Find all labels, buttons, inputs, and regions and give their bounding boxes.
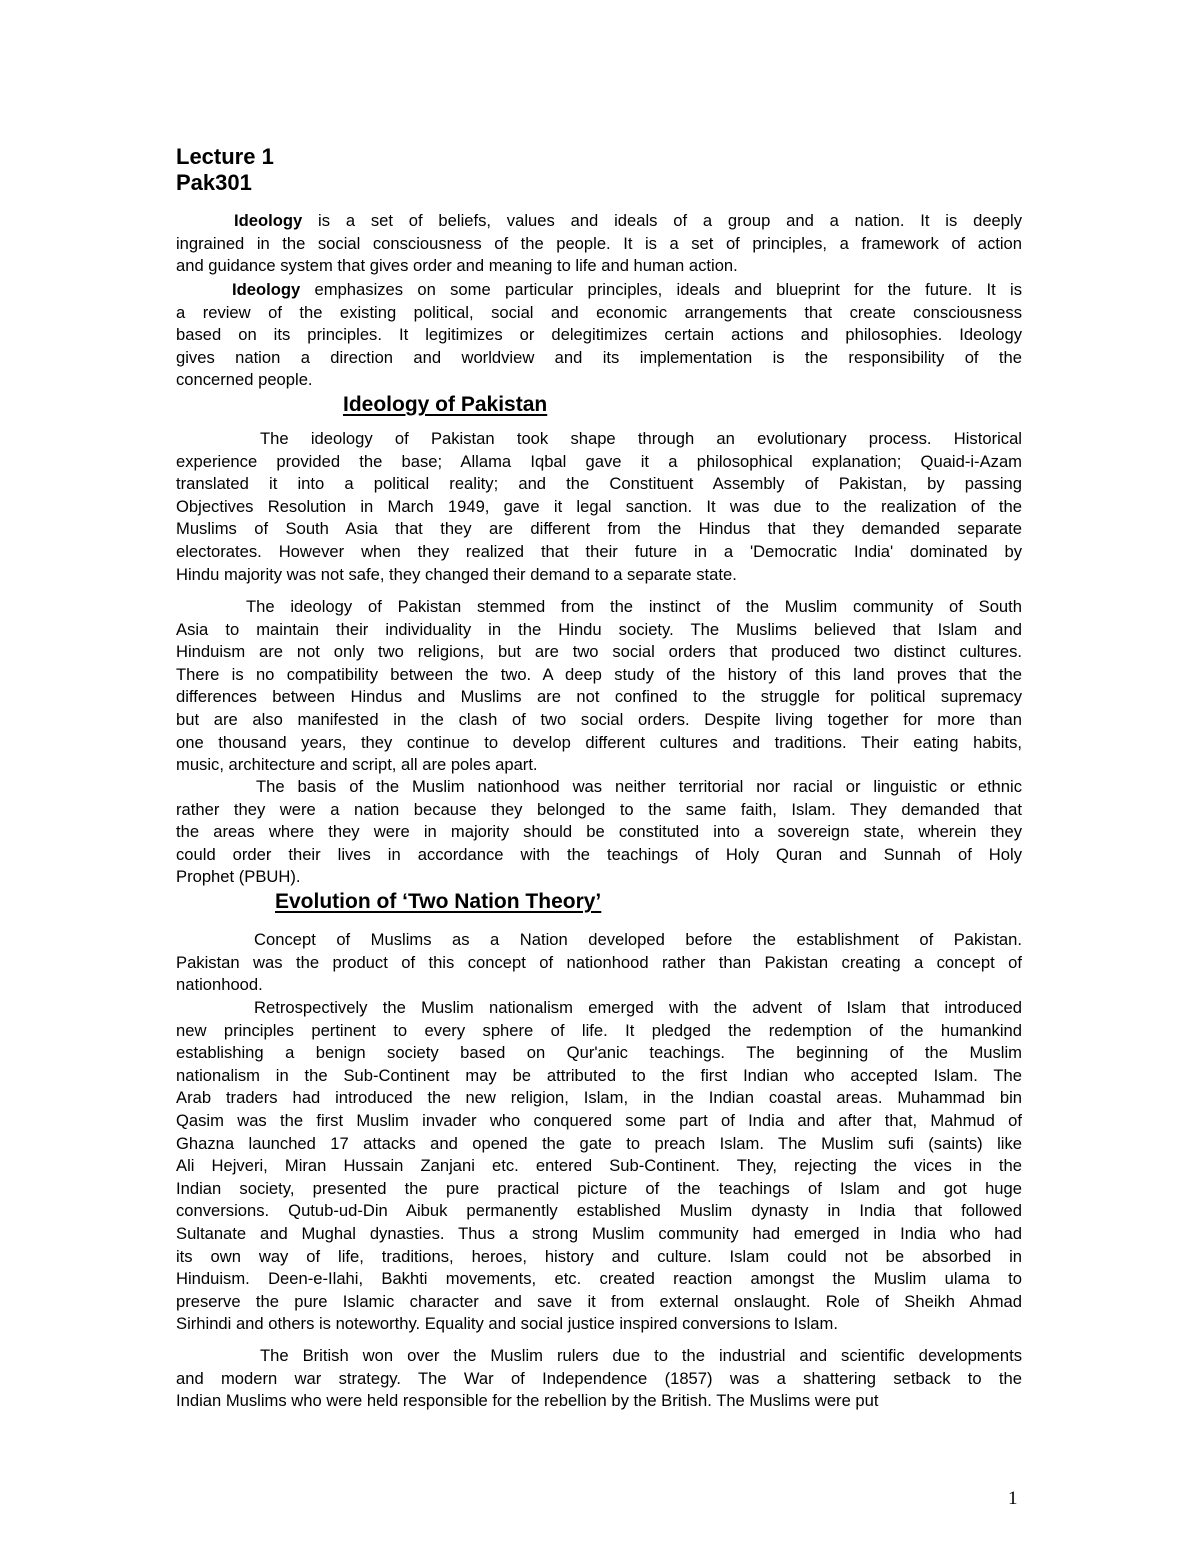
line-text: Sirhindi and others is noteworthy. Equality and social justice inspired conversions to Islam.: [176, 1314, 838, 1334]
text-line: [176, 1042, 1022, 1064]
line-text: music, architecture and script, all are poles apart.: [176, 755, 538, 775]
text-line: [176, 496, 1022, 518]
line-text: nationhood.: [176, 975, 263, 995]
line-text: Ali Hejveri, Miran Hussain Zanjani etc. entered Sub-Continent. They, rejecting the vices in the: [176, 1156, 1022, 1176]
line-text: based on its principles. It legitimizes or delegitimizes certain actions and philosophies. Ideology: [176, 325, 1022, 345]
line-text: Hinduism are not only two religions, but are two social orders that produced two distinct cultures.: [176, 642, 1022, 662]
text-line: [176, 1390, 1022, 1412]
text-line: [176, 369, 1022, 391]
text-line: [176, 1246, 1022, 1268]
line-text: one thousand years, they continue to develop different cultures and traditions. Their eating habits,: [176, 732, 1022, 752]
text-line: [176, 302, 1022, 324]
text-line: [176, 233, 1022, 255]
text-line: [254, 929, 1022, 951]
line-text: nationalism in the Sub-Continent may be attributed to the first Indian who accepted Islam. The: [176, 1065, 1022, 1085]
text-line: [176, 619, 1022, 641]
text-line: [176, 1110, 1022, 1132]
text-line: [176, 1155, 1022, 1177]
lecture-title: Lecture 1: [176, 144, 274, 169]
line-text: Asia to maintain their individuality in the Hindu society. The Muslims believed that Islam and: [176, 619, 1022, 639]
text-line: [176, 1065, 1022, 1087]
line-text: There is no compatibility between the two. A deep study of the history of this land proves that the: [176, 664, 1022, 684]
text-line: [176, 686, 1022, 708]
text-line: [176, 1368, 1022, 1390]
section-heading: Evolution of ‘Two Nation Theory’: [275, 890, 602, 913]
line-text: The ideology of Pakistan stemmed from the instinct of the Muslim community of South: [246, 597, 1022, 616]
text-line: [176, 564, 1022, 586]
text-line: [176, 821, 1022, 843]
line-text: new principles pertinent to every sphere of life. It pledged the redemption of the humankind: [176, 1020, 1022, 1040]
line-text: ingrained in the social consciousness of the people. It is a set of principles, a framework of action: [176, 233, 1022, 253]
text-line: [254, 997, 1022, 1019]
line-text: Muslims of South Asia that they are different from the Hindus that they demanded separate: [176, 519, 1022, 539]
line-text: The ideology of Pakistan took shape through an evolutionary process. Historical: [260, 429, 1022, 448]
text-line: [176, 324, 1022, 346]
line-text: and modern war strategy. The War of Independence (1857) was a shattering setback to the: [176, 1368, 1022, 1388]
line-text: is a set of beliefs, values and ideals of a group and a nation. It is deeply: [302, 211, 1022, 230]
course-code: Pak301: [176, 170, 252, 195]
line-text: The basis of the Muslim nationhood was neither territorial nor racial or linguistic or ethnic: [256, 777, 1022, 796]
text-line: [260, 1345, 1022, 1367]
line-text: its own way of life, traditions, heroes, history and culture. Islam could not be absorbed in: [176, 1246, 1022, 1266]
text-line: [176, 518, 1022, 540]
text-line: [176, 1268, 1022, 1290]
text-line: [176, 709, 1022, 731]
line-text: and guidance system that gives order and meaning to life and human action.: [176, 256, 738, 276]
line-text: Indian society, presented the pure practical picture of the teachings of Islam and got huge: [176, 1178, 1022, 1198]
line-text: differences between Hindus and Muslims are not confined to the struggle for political supremacy: [176, 687, 1022, 707]
line-text: Hinduism. Deen-e-Ilahi, Bakhti movements, etc. created reaction amongst the Muslim ulama to: [176, 1269, 1022, 1289]
text-line: [176, 974, 1022, 996]
text-line: [176, 347, 1022, 369]
text-line: [176, 1223, 1022, 1245]
line-text: the areas where they were in majority should be constituted into a sovereign state, wherein they: [176, 822, 1022, 842]
bold-term: Ideology: [234, 211, 303, 230]
text-line: [176, 541, 1022, 563]
text-line: [176, 1178, 1022, 1200]
text-line: [176, 866, 1022, 888]
line-text: Indian Muslims who were held responsible for the rebellion by the British. The Muslims were put: [176, 1391, 879, 1411]
line-text: Qasim was the first Muslim invader who conquered some part of India and after that, Mahmud of: [176, 1111, 1022, 1130]
text-line: [234, 210, 1022, 232]
text-line: [232, 279, 1022, 301]
text-line: [176, 732, 1022, 754]
text-line: [176, 451, 1022, 473]
page-number: 1: [1008, 1488, 1018, 1509]
text-line: [256, 776, 1022, 798]
text-line: [176, 1200, 1022, 1222]
line-text: concerned people.: [176, 370, 313, 390]
line-text: Arab traders had introduced the new religion, Islam, in the Indian coastal areas. Muhammad bin: [176, 1088, 1022, 1108]
text-line: [176, 1291, 1022, 1313]
text-line: [176, 664, 1022, 686]
line-text: Concept of Muslims as a Nation developed before the establishment of Pakistan.: [254, 930, 1022, 949]
line-text: emphasizes on some particular principles, ideals and blueprint for the future. It is: [300, 280, 1022, 299]
line-text: gives nation a direction and worldview and its implementation is the responsibility of the: [176, 347, 1022, 367]
line-text: experience provided the base; Allama Iqbal gave it a philosophical explanation; Quaid-i-Azam: [176, 451, 1022, 471]
line-text: preserve the pure Islamic character and save it from external onslaught. Role of Sheikh Ahmad: [176, 1291, 1022, 1311]
line-text: Objectives Resolution in March 1949, gave it legal sanction. It was due to the realization of the: [176, 496, 1022, 516]
text-line: [176, 1087, 1022, 1109]
text-line: [176, 1020, 1022, 1042]
line-text: could order their lives in accordance with the teachings of Holy Quran and Sunnah of Holy: [176, 844, 1022, 864]
line-text: Prophet (PBUH).: [176, 867, 301, 887]
line-text: electorates. However when they realized that their future in a 'Democratic India' dominated by: [176, 542, 1022, 561]
text-line: [176, 1313, 1022, 1335]
text-line: [176, 844, 1022, 866]
text-line: [176, 473, 1022, 495]
line-text: conversions. Qutub-ud-Din Aibuk permanently established Muslim dynasty in India that followed: [176, 1201, 1022, 1221]
line-text: Retrospectively the Muslim nationalism emerged with the advent of Islam that introduced: [254, 998, 1022, 1017]
text-line: [176, 799, 1022, 821]
text-line: [176, 255, 1022, 277]
line-text: Pakistan was the product of this concept of nationhood rather than Pakistan creating a concept of: [176, 952, 1022, 972]
text-line: [246, 596, 1022, 618]
text-line: [176, 641, 1022, 663]
bold-term: Ideology: [232, 280, 301, 299]
text-line: [260, 428, 1022, 450]
section-heading: Ideology of Pakistan: [343, 393, 548, 416]
text-line: [176, 952, 1022, 974]
line-text: Sultanate and Mughal dynasties. Thus a strong Muslim community had emerged in India who had: [176, 1224, 1022, 1243]
line-text: a review of the existing political, social and economic arrangements that create consciousness: [176, 302, 1022, 322]
text-line: [176, 754, 1022, 776]
line-text: but are also manifested in the clash of two social orders. Despite living together for more than: [176, 710, 1022, 729]
line-text: rather they were a nation because they belonged to the same faith, Islam. They demanded that: [176, 799, 1022, 819]
line-text: establishing a benign society based on Qur'anic teachings. The beginning of the Muslim: [176, 1043, 1022, 1063]
line-text: The British won over the Muslim rulers due to the industrial and scientific developments: [260, 1346, 1022, 1365]
line-text: translated it into a political reality; and the Constituent Assembly of Pakistan, by passing: [176, 474, 1022, 494]
line-text: Ghazna launched 17 attacks and opened the gate to preach Islam. The Muslim sufi (saints) like: [176, 1133, 1022, 1153]
text-line: [176, 1133, 1022, 1155]
line-text: Hindu majority was not safe, they changed their demand to a separate state.: [176, 564, 737, 584]
